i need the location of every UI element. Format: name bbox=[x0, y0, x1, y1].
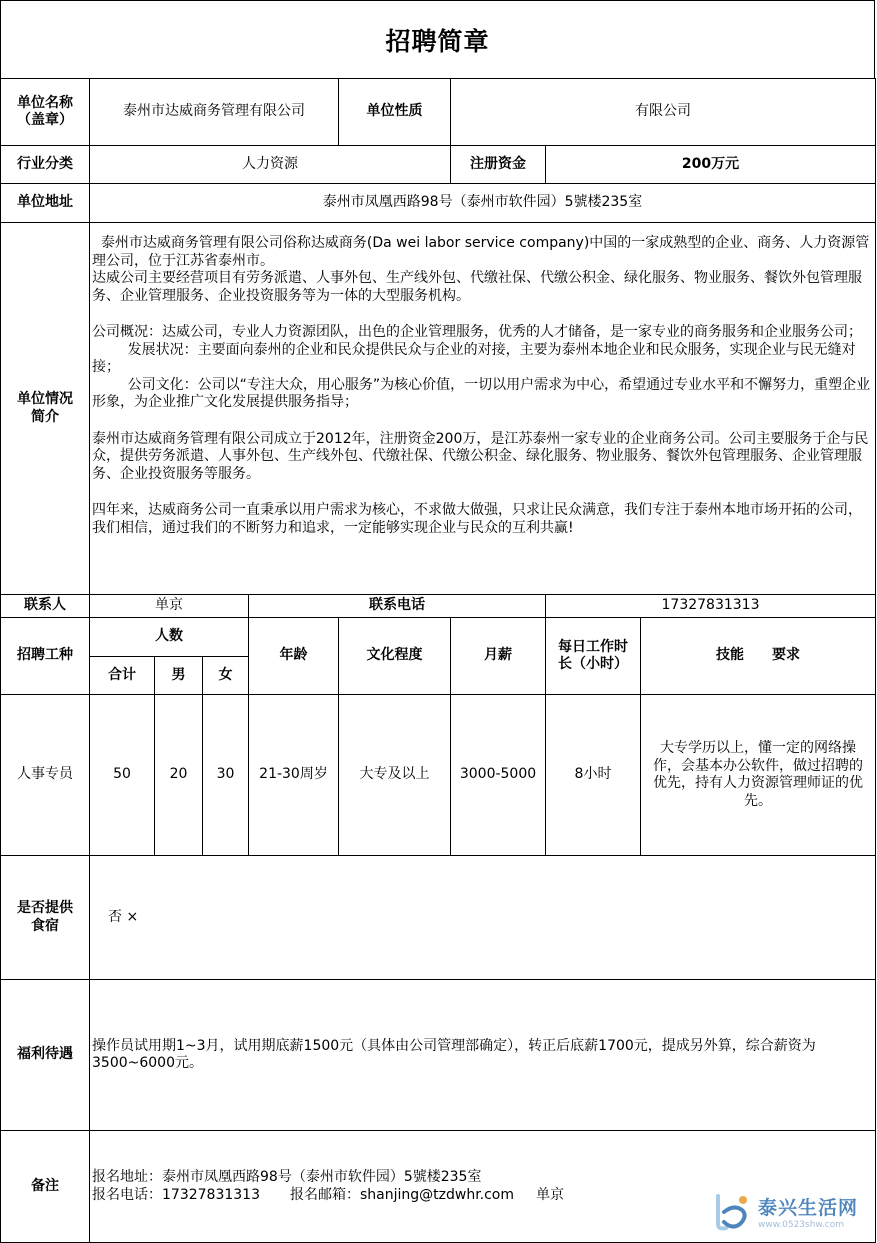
contact-phone-value: 17327831313 bbox=[546, 595, 876, 618]
intro-paragraph: 四年来，达威商务公司一直秉承以用户需求为核心，不求做大做强，只求让民众满意，我们专注于泰州本地市场开拓的公司，我们相信，通过我们的不断努力和追求，一定能够实现企业与民众的互利共赢! bbox=[92, 502, 862, 536]
form-table bbox=[0, 78, 876, 1243]
row-industry bbox=[1, 146, 876, 184]
address-label: 单位地址 bbox=[1, 184, 90, 223]
company-nature-label: 单位性质 bbox=[339, 79, 451, 146]
notes-name: 单京 bbox=[536, 1186, 565, 1203]
capital-label: 注册资金 bbox=[451, 146, 546, 184]
intro-paragraph: 泰州市达威商务管理有限公司俗称达威商务(Da wei labor service company)中国的一家成熟型的企业、商务、人力资源管理公司，位于江苏省泰州市。 达威公司主要经营项目有劳务派遣、人事外包、生产线外包、代缴社保、代缴公积金、绿化服务、物业服务、餐饮外包管理服务、企业管理服务、企业投资服务等为一体的大型服务机构。 bbox=[92, 235, 870, 304]
job-female: 30 bbox=[203, 695, 249, 856]
contact-phone-label: 联系电话 bbox=[249, 595, 546, 618]
job-hours: 8小时 bbox=[546, 695, 641, 856]
intro-paragraph: 泰州市达威商务管理有限公司成立于2012年，注册资金200万，是江苏泰州一家专业的企业商务公司。公司主要服务于企与民众，提供劳务派遣、人事外包、生产线外包、代缴社保、代缴公积金、绿化服务、物业服务、餐饮外包管理服务、企业管理服务、企业投资服务等服务。 bbox=[92, 430, 869, 482]
notes-label: 备注 bbox=[1, 1131, 90, 1243]
notes-email: 报名邮箱：shanjing@tzdwhr.com bbox=[289, 1186, 515, 1203]
site-watermark bbox=[712, 1186, 872, 1236]
site-logo-icon bbox=[712, 1190, 754, 1232]
count-header: 人数 bbox=[90, 618, 249, 657]
row-company-name bbox=[1, 79, 876, 146]
job-header: 招聘工种 bbox=[1, 618, 90, 695]
female-header: 女 bbox=[203, 657, 249, 695]
company-nature-value: 有限公司 bbox=[451, 79, 876, 146]
contact-person-value: 单京 bbox=[90, 595, 249, 618]
contact-person-label: 联系人 bbox=[1, 595, 90, 618]
total-header: 合计 bbox=[90, 657, 155, 695]
intro-paragraph: 公司概况：达威公司，专业人力资源团队，出色的企业管理服务，优秀的人才储备，是一家专业的商务服务和企业服务公司； 发展状况：主要面向泰州的企业和民众提供民众与企业的对接，主要为泰州本地企业和民众服务，实现企业与民无缝对接； 公司文化：公司以“专注大众，用心服务”为核心价值，一切以用户需求为中心，希望通过专业水平和不懈努力，重塑企业形象，为企业推广文化发展提供服务指导； bbox=[92, 324, 871, 410]
food-value: 否 × bbox=[90, 856, 876, 980]
company-name-label: 单位名称 （盖章） bbox=[1, 79, 90, 146]
row-job bbox=[1, 695, 876, 856]
site-url: www.0523shw.com bbox=[758, 1219, 845, 1230]
industry-label: 行业分类 bbox=[1, 146, 90, 184]
job-total: 50 bbox=[90, 695, 155, 856]
row-address bbox=[1, 184, 876, 223]
job-skills: 大专学历以上，懂一定的网络操作，会基本办公软件，做过招聘的优先，持有人力资源管理师证的优先。 bbox=[641, 695, 876, 856]
welfare-value: 操作员试用期1~3月，试用期底薪1500元（具体由公司管理部确定），转正后底薪1700元，提成另外算，综合薪资为3500~6000元。 bbox=[90, 980, 876, 1131]
notes-phone: 报名电话：17327831313 bbox=[92, 1186, 260, 1203]
food-label: 是否提供 食宿 bbox=[1, 856, 90, 980]
capital-value: 200万元 bbox=[546, 146, 876, 184]
row-contact bbox=[1, 595, 876, 618]
male-header: 男 bbox=[155, 657, 203, 695]
row-welfare bbox=[1, 980, 876, 1131]
hours-header: 每日工作时 长（小时） bbox=[546, 618, 641, 695]
address-value: 泰州市凤凰西路98号（泰州市软件园）5號楼235室 bbox=[90, 184, 876, 223]
site-name: 泰兴生活网 bbox=[758, 1196, 859, 1219]
job-age: 21-30周岁 bbox=[249, 695, 339, 856]
salary-header: 月薪 bbox=[451, 618, 546, 695]
age-header: 年龄 bbox=[249, 618, 339, 695]
education-header: 文化程度 bbox=[339, 618, 451, 695]
job-salary: 3000-5000 bbox=[451, 695, 546, 856]
row-header-1 bbox=[1, 618, 876, 657]
row-food bbox=[1, 856, 876, 980]
intro-label: 单位情况 简介 bbox=[1, 223, 90, 595]
job-education: 大专及以上 bbox=[339, 695, 451, 856]
job-male: 20 bbox=[155, 695, 203, 856]
notes-address: 报名地址：泰州市凤凰西路98号（泰州市软件园）5號楼235室 bbox=[92, 1169, 482, 1185]
company-name-value: 泰州市达威商务管理有限公司 bbox=[90, 79, 339, 146]
intro-text bbox=[90, 223, 876, 595]
industry-value: 人力资源 bbox=[90, 146, 451, 184]
skills-header: 技能 要求 bbox=[641, 618, 876, 695]
welfare-label: 福利待遇 bbox=[1, 980, 90, 1131]
page-title: 招聘简章 bbox=[0, 0, 875, 78]
row-intro bbox=[1, 223, 876, 595]
job-title: 人事专员 bbox=[1, 695, 90, 856]
